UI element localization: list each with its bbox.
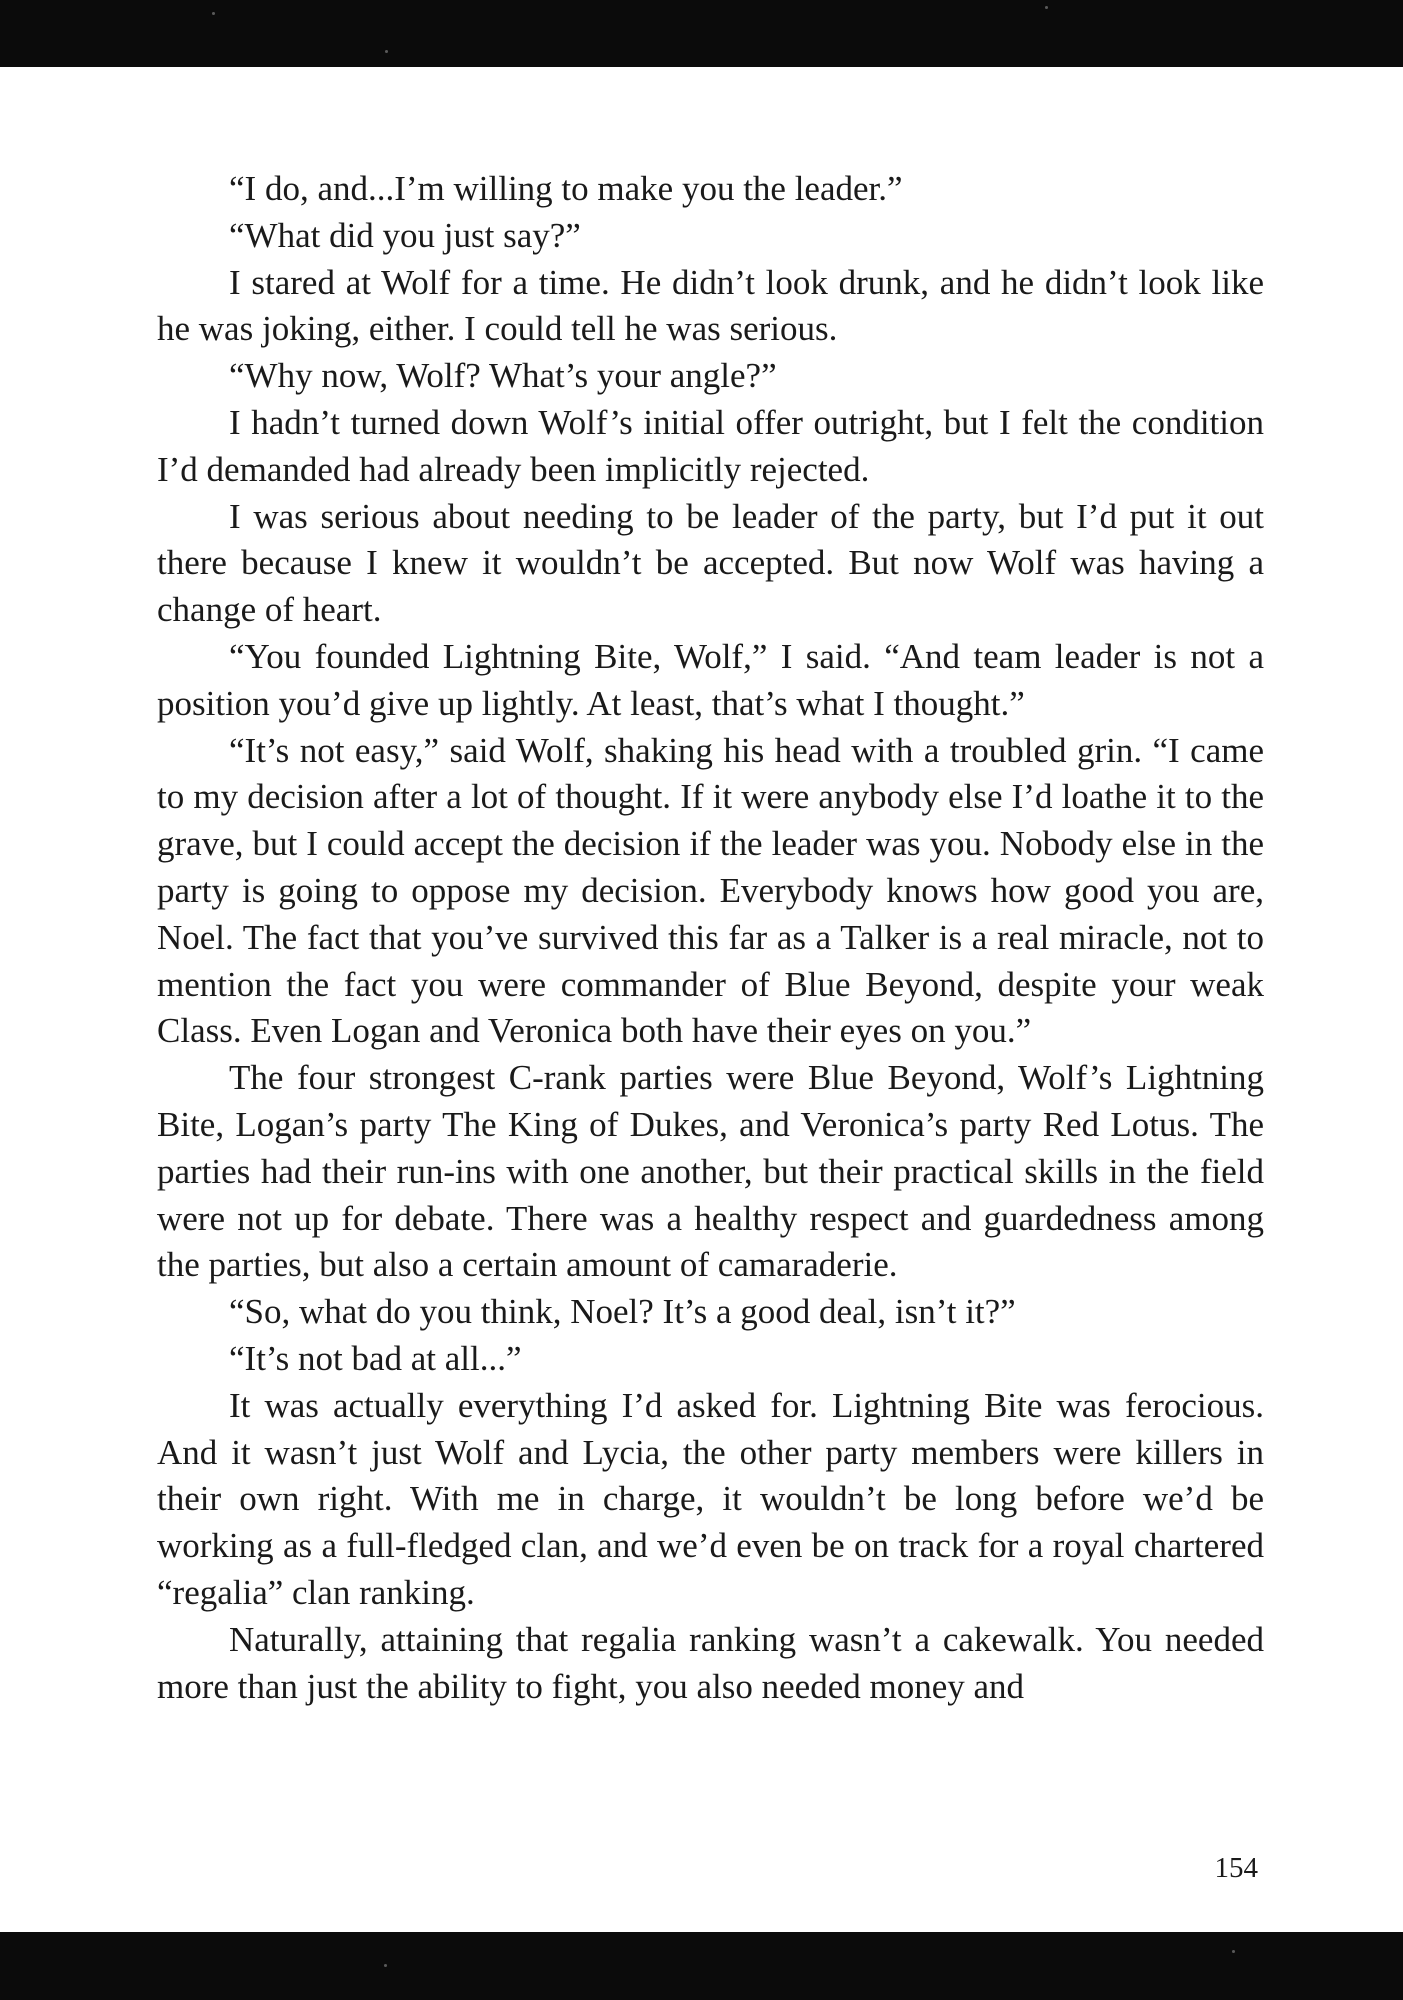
- scan-border-bottom: [0, 1932, 1403, 2000]
- paragraph: I hadn’t turned down Wolf’s initial offer outright, but I felt the condition I’d demanded had already been implicitly rejected.: [157, 402, 1264, 489]
- paragraph: “You founded Lightning Bite, Wolf,” I said. “And team leader is not a position you’d give up lightly. At least, that’s what I thought.”: [157, 636, 1264, 723]
- book-page-body: [157, 166, 1264, 1710]
- paragraph: I was serious about needing to be leader of the party, but I’d put it out there because I knew it wouldn’t be accepted. But now Wolf was having a change of heart.: [157, 496, 1264, 630]
- scan-speck: [1045, 6, 1048, 9]
- paragraph: “It’s not bad at all...”: [229, 1338, 522, 1378]
- scan-speck: [1232, 1950, 1235, 1953]
- scan-speck: [385, 50, 388, 53]
- paragraph: “What did you just say?”: [229, 215, 581, 255]
- paragraph: Naturally, attaining that regalia ranking wasn’t a cakewalk. You needed more than just the ability to fight, you also needed money and: [157, 1619, 1264, 1706]
- paragraph: “Why now, Wolf? What’s your angle?”: [229, 356, 777, 396]
- paragraph: “It’s not easy,” said Wolf, shaking his head with a troubled grin. “I came to my decision after a lot of thought. If it were anybody else I’d loathe it to the grave, but I could accept the decision if the leader was you. Nobody else in the party is going to oppose my decision. Everybody knows how good you are, Noel. The fact that you’ve survived this far as a Talker is a real miracle, not to mention the fact you were commander of Blue Beyond, despite your weak Class. Even Logan and Veronica both have their eyes on you.”: [157, 730, 1264, 1051]
- paragraph: “I do, and...I’m willing to make you the leader.”: [229, 169, 903, 208]
- paragraph: The four strongest C-rank parties were Blue Beyond, Wolf’s Lightning Bite, Logan’s party The King of Dukes, and Veronica’s party Red Lotus. The parties had their run-ins with one another, but their practical skills in the field were not up for debate. There was a healthy respect and guardedness among the parties, but also a certain amount of camaraderie.: [157, 1058, 1264, 1285]
- paragraph: It was actually everything I’d asked for. Lightning Bite was ferocious. And it wasn’t just Wolf and Lycia, the other party members were killers in their own right. With me in charge, it wouldn’t be long before we’d be working as a full-fledged clan, and we’d even be on track for a royal chartered “regalia” clan ranking.: [157, 1385, 1264, 1612]
- scan-speck: [212, 12, 215, 15]
- scan-border-top: [0, 0, 1403, 67]
- paragraph: I stared at Wolf for a time. He didn’t look drunk, and he didn’t look like he was joking, either. I could tell he was serious.: [157, 262, 1264, 349]
- page-number: 154: [1214, 1852, 1258, 1884]
- paragraph: “So, what do you think, Noel? It’s a good deal, isn’t it?”: [229, 1292, 1016, 1332]
- scan-speck: [384, 1964, 387, 1967]
